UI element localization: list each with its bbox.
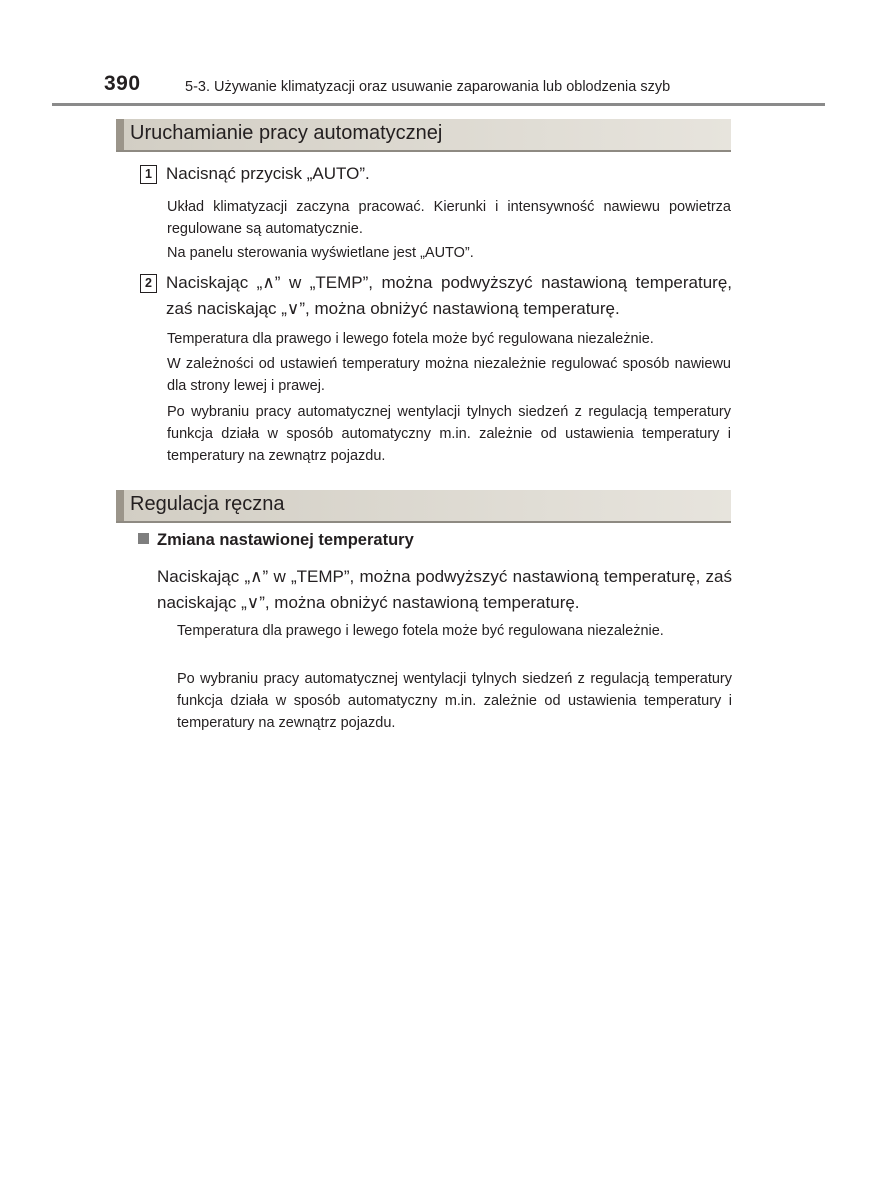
running-header: 5-3. Używanie klimatyzacji oraz usuwanie zaparowania lub oblodzenia szyb xyxy=(185,79,671,95)
manual-paragraph: Naciskając „∧” w „TEMP”, można podwyższyć nastawioną temperaturę, zaś naciskając „∨”, można obniżyć nastawioną temperaturę. xyxy=(157,567,732,612)
step-1-note: Układ klimatyzacji zaczyna pracować. Kierunki i intensywność nawiewu powietrza regulowane są automatycznie. xyxy=(167,199,731,237)
section-heading-accent-bar xyxy=(116,119,124,150)
section-heading-automatic xyxy=(116,119,731,152)
step-2-note: W zależności od ustawień temperatury można niezależnie regulować sposób nawiewu dla strony lewej i prawej. xyxy=(167,356,731,394)
subheading xyxy=(138,531,414,550)
step-text: Naciskając „∧” w „TEMP”, można podwyższyć nastawioną temperaturę, zaś naciskając „∨”, można obniżyć nastawioną temperaturę. xyxy=(166,273,732,318)
page-number: 390 xyxy=(104,72,141,95)
step-2-note: Temperatura dla prawego i lewego fotela może być regulowana niezależnie. xyxy=(167,331,654,347)
section-heading-manual xyxy=(116,490,731,523)
step-1 xyxy=(140,161,732,187)
step-number-box: 1 xyxy=(140,165,157,184)
square-bullet-icon xyxy=(138,533,149,544)
section-title: Uruchamianie pracy automatycznej xyxy=(130,122,443,144)
step-number-box: 2 xyxy=(140,274,157,293)
step-text: Nacisnąć przycisk „AUTO”. xyxy=(166,164,370,183)
section-heading-accent-bar xyxy=(116,490,124,521)
manual-note: Po wybraniu pracy automatycznej wentylacji tylnych siedzeń z regulacją temperatury funkcja działa w sposób automatyczny m.in. zależnie od ustawienia temperatury i temperatury na zewnątrz pojazdu. xyxy=(177,671,732,731)
subheading-text: Zmiana nastawionej temperatury xyxy=(157,531,414,549)
step-1-note: Na panelu sterowania wyświetlane jest „AUTO”. xyxy=(167,245,474,261)
section-title: Regulacja ręczna xyxy=(130,493,285,515)
step-2-note: Po wybraniu pracy automatycznej wentylacji tylnych siedzeń z regulacją temperatury funkcja działa w sposób automatyczny m.in. zależnie od ustawienia temperatury i temperatury na zewnątrz pojazdu. xyxy=(167,404,731,464)
step-2 xyxy=(140,270,732,322)
manual-note: Temperatura dla prawego i lewego fotela może być regulowana niezależnie. xyxy=(177,623,664,639)
header-rule xyxy=(52,103,825,106)
